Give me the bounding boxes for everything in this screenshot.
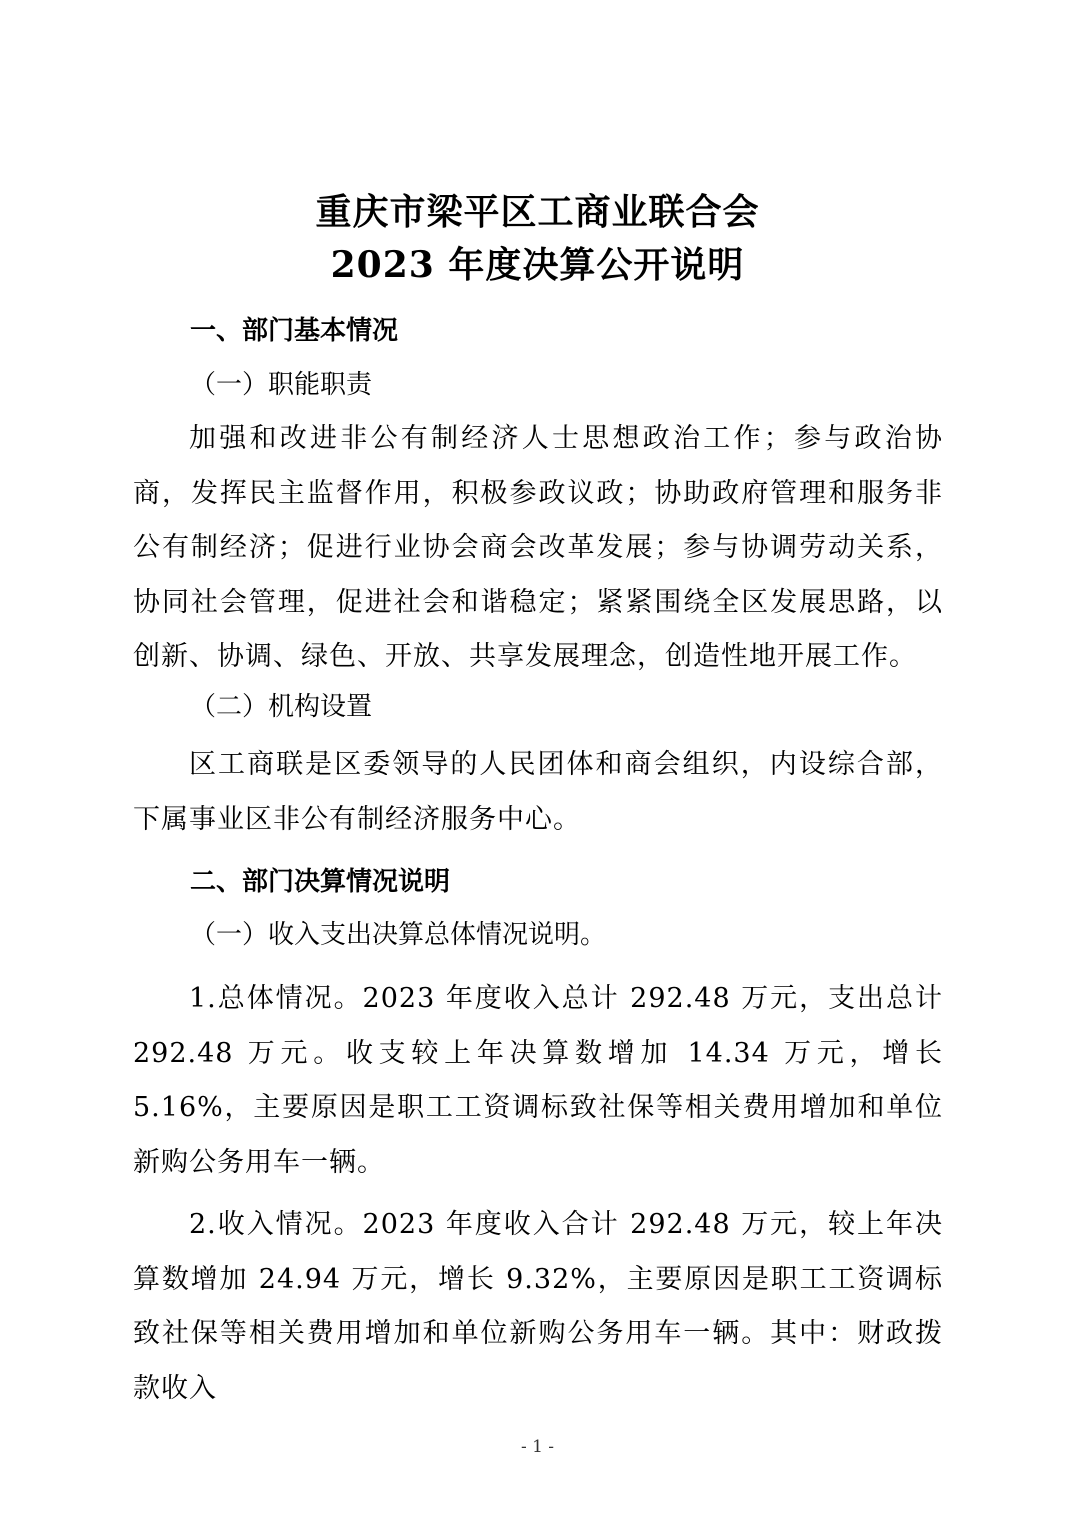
document-title-line-2: 2023 年度决算公开说明: [330, 244, 745, 286]
subsection-heading-functions: （一）职能职责: [190, 370, 373, 400]
subsection-heading-organization: （二）机构设置: [190, 692, 373, 722]
document-title-line-1: 重庆市梁平区工商业联合会: [315, 191, 760, 233]
section-heading-basic-info: 一、部门基本情况: [190, 316, 399, 346]
paragraph-organization: 区工商联是区委领导的人民团体和商会组织，内设综合部，下属事业区非公有制经济服务中心。: [133, 749, 943, 835]
paragraph-functions: 加强和改进非公有制经济人士思想政治工作；参与政治协商，发挥民主监督作用，积极参政议政；协助政府管理和服务非公有制经济；促进行业协会商会改革发展；参与协调劳动关系，协同社会管理，促进社会和谐稳定；紧紧围绕全区发展思路，以创新、协调、绿色、开放、共享发展理念，创造性地开展工作。: [133, 423, 943, 672]
paragraph-overall-situation: 1.总体情况。2023 年度收入总计 292.48 万元，支出总计 292.48 万元。收支较上年决算数增加 14.34 万元，增长 5.16%，主要原因是职工工资调标致社保等相关费用增加和单位新购公务用车一辆。: [133, 983, 943, 1178]
paragraph-income-situation: 2.收入情况。2023 年度收入合计 292.48 万元，较上年决算数增加 24.94 万元，增长 9.32%，主要原因是职工工资调标致社保等相关费用增加和单位新购公务用车一辆。其中：财政拨款收入: [133, 1209, 943, 1404]
section-heading-final-accounts: 二、部门决算情况说明: [190, 867, 451, 897]
page-number: - 1 -: [520, 1437, 555, 1457]
subsection-heading-income-expenditure: （一）收入支出决算总体情况说明。: [190, 920, 607, 950]
